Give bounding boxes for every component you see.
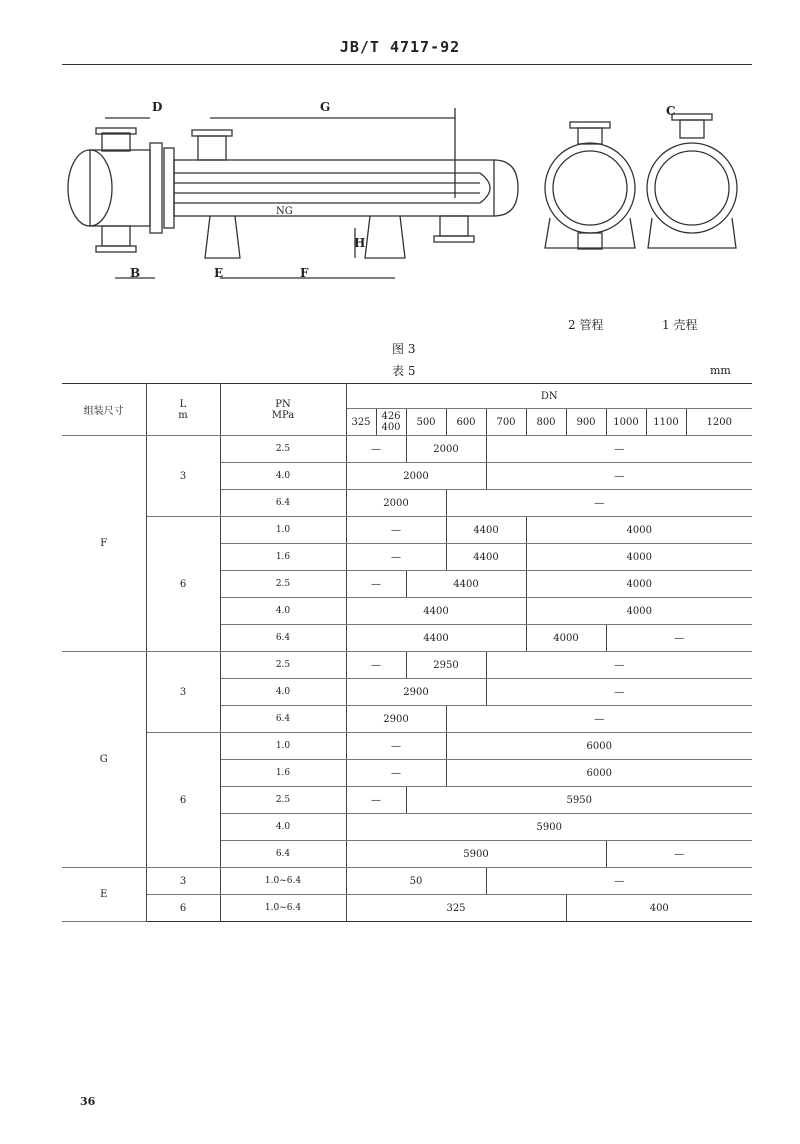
pn-value: 6.4: [220, 490, 346, 517]
header-dim: 组装尺寸: [62, 384, 146, 436]
l-value: 6: [146, 517, 220, 652]
table-caption: 表 5: [392, 364, 416, 378]
cell: —: [346, 517, 446, 544]
header-row: [62, 384, 752, 409]
dim-label-e: E: [214, 266, 224, 280]
cell: 4400: [346, 625, 526, 652]
table-row: [62, 733, 752, 760]
cell: —: [346, 571, 406, 598]
cell: 4000: [526, 625, 606, 652]
cell: 4400: [446, 517, 526, 544]
cell: 4400: [446, 544, 526, 571]
cell: 2000: [346, 490, 446, 517]
dn-cell: 426 400: [376, 409, 406, 436]
cell: —: [346, 733, 446, 760]
l-value: 3: [146, 652, 220, 733]
header-dn: DN: [346, 384, 752, 409]
cell: 5950: [406, 787, 752, 814]
dn-cell: 600: [446, 409, 486, 436]
dn-cell: 1000: [606, 409, 646, 436]
cell: —: [346, 544, 446, 571]
cell: 2900: [346, 679, 486, 706]
dn-cell: 800: [526, 409, 566, 436]
cell: 6000: [446, 733, 752, 760]
cell: 2000: [406, 436, 486, 463]
dim-label-f: F: [300, 266, 309, 280]
cell: 4000: [526, 598, 752, 625]
header-l: L m: [146, 384, 220, 436]
page-number: 36: [80, 1095, 96, 1108]
cell: —: [606, 625, 752, 652]
cell: 325: [346, 895, 566, 922]
header-pn: PN MPa: [220, 384, 346, 436]
caption-shell-side: 1 壳程: [662, 318, 698, 332]
pn-value: 1.0: [220, 733, 346, 760]
table-row: [62, 652, 752, 679]
cell: —: [446, 706, 752, 733]
cell: —: [346, 436, 406, 463]
cell: —: [486, 463, 752, 490]
cell: —: [606, 841, 752, 868]
cell: —: [346, 787, 406, 814]
l-value: 6: [146, 733, 220, 868]
standard-header: JB/T 4717-92: [339, 38, 461, 56]
figure-caption: 图 3: [392, 342, 416, 356]
cell: —: [346, 760, 446, 787]
cell: 6000: [446, 760, 752, 787]
pn-value: 2.5: [220, 652, 346, 679]
header-rule: [62, 64, 752, 65]
pn-value: 1.6: [220, 544, 346, 571]
pn-value: 4.0: [220, 814, 346, 841]
dn-cell: 1100: [646, 409, 686, 436]
cell: 4000: [526, 571, 752, 598]
caption-tube-side: 2 管程: [568, 318, 604, 332]
cell: —: [486, 652, 752, 679]
table-row: [62, 517, 752, 544]
l-value: 6: [146, 895, 220, 922]
dim-label-d: D: [152, 100, 163, 114]
cell: 4400: [346, 598, 526, 625]
pn-value: 1.0~6.4: [220, 868, 346, 895]
cell: —: [486, 868, 752, 895]
dn-cell: 1200: [686, 409, 752, 436]
cell: 4000: [526, 517, 752, 544]
cell: —: [486, 679, 752, 706]
group-label-g: G: [62, 652, 146, 868]
cell: 2000: [346, 463, 486, 490]
pn-value: 6.4: [220, 706, 346, 733]
table-row: [62, 436, 752, 463]
cell: 5900: [346, 814, 752, 841]
pn-value: 1.0: [220, 517, 346, 544]
pn-value: 6.4: [220, 625, 346, 652]
cell: 50: [346, 868, 486, 895]
pn-value: 6.4: [220, 841, 346, 868]
unit-label: mm: [710, 364, 731, 377]
pn-value: 1.6: [220, 760, 346, 787]
table-row: [62, 868, 752, 895]
nozzle-label: NG: [276, 206, 293, 217]
group-label-e: E: [62, 868, 146, 922]
cell: 2950: [406, 652, 486, 679]
dim-label-b: B: [130, 266, 141, 280]
pn-value: 4.0: [220, 598, 346, 625]
dn-cell: 900: [566, 409, 606, 436]
cell: 2900: [346, 706, 446, 733]
table-row: [62, 895, 752, 922]
cell: —: [486, 436, 752, 463]
dimension-table: [62, 383, 752, 922]
cell: 4400: [406, 571, 526, 598]
dim-label-c: C: [666, 104, 676, 118]
heat-exchanger-drawing: [60, 88, 750, 298]
cell: —: [346, 652, 406, 679]
cell: 5900: [346, 841, 606, 868]
pn-value: 4.0: [220, 679, 346, 706]
cell: 4000: [526, 544, 752, 571]
l-value: 3: [146, 868, 220, 895]
dim-label-g: G: [320, 100, 331, 114]
pn-value: 2.5: [220, 787, 346, 814]
pn-value: 4.0: [220, 463, 346, 490]
group-label-f: F: [62, 436, 146, 652]
dim-label-h: H: [354, 236, 366, 250]
dn-cell: 500: [406, 409, 446, 436]
pn-value: 1.0~6.4: [220, 895, 346, 922]
dn-cell: 325: [346, 409, 376, 436]
dn-cell: 700: [486, 409, 526, 436]
pn-value: 2.5: [220, 571, 346, 598]
l-value: 3: [146, 436, 220, 517]
cell: —: [446, 490, 752, 517]
pn-value: 2.5: [220, 436, 346, 463]
cell: 400: [566, 895, 752, 922]
